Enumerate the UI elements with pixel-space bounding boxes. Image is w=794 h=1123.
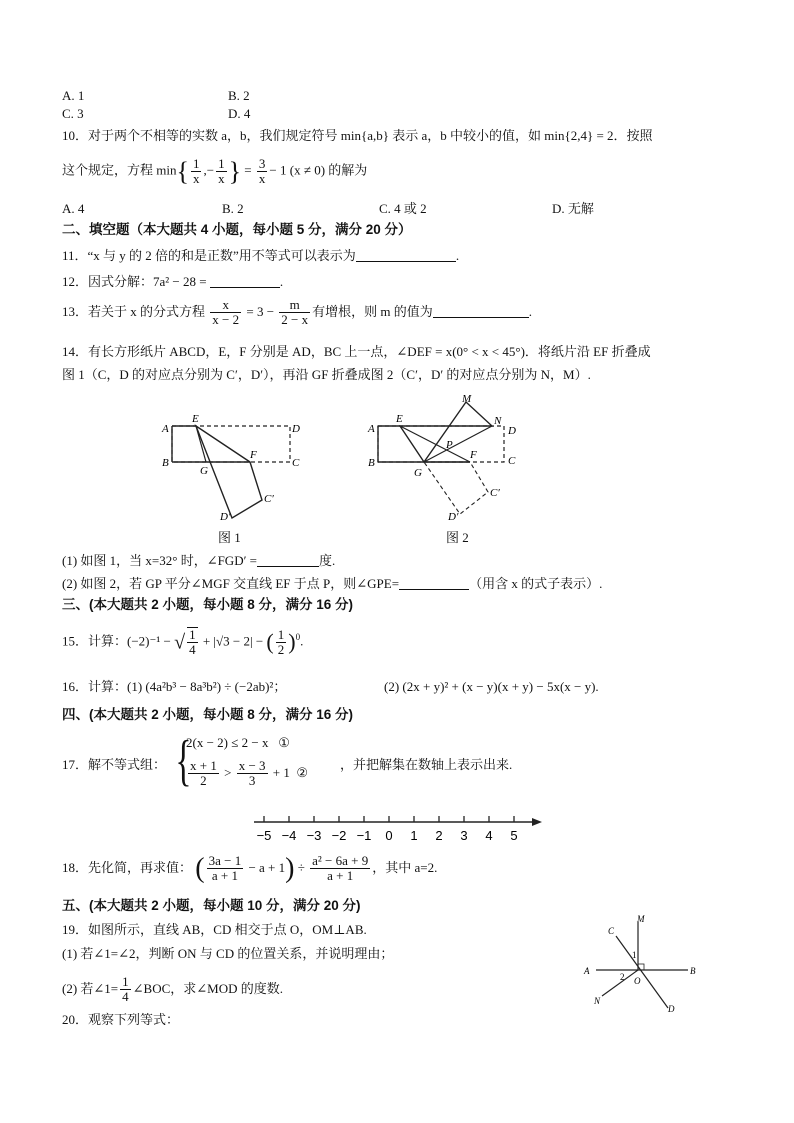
- q9-option-c: C. 3: [62, 106, 84, 121]
- fig2-label-f: F: [470, 449, 477, 461]
- q19-line3: (2) 若∠1= $\frac{1}{4}$ ∠BOC，求∠MOD 的度数.: [62, 974, 283, 1005]
- fig19-angle-2: 2: [620, 972, 625, 982]
- q12-text: 12．因式分解：7a² − 28 =: [62, 274, 207, 289]
- q10-option-c: C. 4 或 2: [379, 201, 427, 216]
- fig1-label-f: F: [250, 449, 257, 461]
- fold-figure-2: [360, 392, 540, 526]
- q10-line2-post: (x ≠ 0) 的解为: [289, 162, 368, 178]
- q9-option-d: D. 4: [228, 106, 251, 121]
- fig2-label-a: A: [368, 423, 375, 435]
- fig19-label-b: B: [690, 966, 696, 976]
- q10-option-d: D. 无解: [552, 201, 594, 216]
- fig19-angle-1: 1: [632, 950, 637, 960]
- q14-sub2-blank[interactable]: [399, 577, 469, 590]
- q11: 11．“x 与 y 的 2 倍的和是正数”用不等式可以表示为 .: [62, 248, 460, 263]
- q11-answer-blank[interactable]: [356, 249, 456, 262]
- fig19-label-a: A: [584, 966, 590, 976]
- number-line-label: −1: [356, 828, 372, 843]
- q10-line2: 这个规定，方程 min{ $\frac{1}{x}$ ,− $\frac{1}{x}$ } = $\frac{3}{x}$ − 1 (x ≠ 0) 的解为: [62, 155, 368, 187]
- q17-pre: 17．解不等式组：: [62, 757, 167, 772]
- q9-option-b: B. 2: [228, 88, 250, 103]
- q17-post: ，并把解集在数轴上表示出来.: [340, 757, 513, 772]
- number-line-label: 3: [460, 828, 468, 843]
- q10-line1: 10．对于两个不相等的实数 a，b，我们规定符号 min{a,b} 表示 a，b 中较小的值，如 min{2,4} = 2．按照: [62, 128, 653, 143]
- fig2-label-c-prime: C′: [490, 487, 500, 499]
- q10-option-a: A. 4: [62, 201, 85, 216]
- fig19-label-o: O: [634, 976, 641, 986]
- number-line-label: 2: [435, 828, 443, 843]
- number-line-label: 0: [385, 828, 393, 843]
- fig1-label-c-prime: C′: [264, 493, 274, 505]
- fig2-label-d-prime: D′: [448, 511, 459, 523]
- fig1-label-d: D: [292, 423, 300, 435]
- q19-line2: (1) 若∠1=∠2，判断 ON 与 CD 的位置关系，并说明理由；: [62, 946, 394, 961]
- fig2-label-n: N: [494, 415, 502, 427]
- q15-pre: 15．计算：(−2)⁻¹ −: [62, 633, 171, 649]
- q14-sub1-text: (1) 如图 1，当 x=32° 时，∠FGD′ =: [62, 553, 258, 568]
- q16-part2: (2) (2x + y)² + (x − y)(x + y) − 5x(x − y).: [384, 679, 599, 694]
- fig19-label-d: D: [668, 1004, 675, 1014]
- fig2-label-e: E: [396, 413, 403, 425]
- q17-tag1: ①: [278, 735, 290, 750]
- fig1-label-d-prime: D′: [220, 511, 231, 523]
- section3-heading: 三、(本大题共 2 小题，每小题 8 分，满分 16 分): [62, 597, 354, 612]
- q15-mid: + |√3 − 2| −: [202, 633, 264, 649]
- q17-eq1: [186, 735, 290, 751]
- fig1-label-c: C: [292, 457, 300, 469]
- intersecting-lines-figure: [580, 912, 706, 1016]
- number-line-label: −4: [281, 828, 297, 843]
- fig2-label-d: D: [508, 425, 516, 437]
- q17-tag2: ②: [296, 764, 309, 780]
- q19-line3-post: ∠BOC，求∠MOD 的度数.: [132, 980, 283, 996]
- q14-line1: 14．有长方形纸片 ABCD，E，F 分别是 AD，BC 上一点，∠DEF = x(0° < x < 45°)．将纸片沿 EF 折叠成: [62, 344, 651, 359]
- fig19-label-c: C: [608, 926, 615, 936]
- number-line: [250, 812, 546, 846]
- q17-brace: {: [175, 730, 192, 792]
- q13-post: 有增根，则 m 的值为: [312, 303, 433, 319]
- q10-line2-pre: 这个规定，方程 min: [62, 162, 177, 178]
- q16-part1: 16．计算：(1) (4a²b³ − 8a³b²) ÷ (−2ab)²；: [62, 679, 287, 694]
- q14-sub1: [62, 553, 335, 569]
- q17-eq2: $\frac{x + 1}{2}$ > $\frac{x - 3}{3}$ + 1 ②: [190, 758, 309, 789]
- fig2-label-p: P: [446, 439, 453, 451]
- fig1-label-e: E: [192, 413, 199, 425]
- fig2-label-m: M: [462, 393, 472, 405]
- q14-sub1-blank[interactable]: [257, 554, 319, 567]
- number-line-label: 5: [510, 828, 518, 843]
- q11-text: 11．“x 与 y 的 2 倍的和是正数”用不等式可以表示为: [62, 248, 356, 263]
- q18-post: ，其中 a=2.: [372, 859, 438, 875]
- q17-eq1-text: 2(x − 2) ≤ 2 − x: [186, 735, 269, 750]
- fig2-label-b: B: [368, 457, 375, 469]
- q13: 13．若关于 x 的分式方程 $\frac{x}{x - 2}$ = 3 − $\frac{m}{2 - x}$ 有增根，则 m 的值为 .: [62, 297, 532, 328]
- q14-sub2: [62, 576, 602, 592]
- fig1-caption: 图 1: [218, 530, 241, 545]
- q13-answer-blank[interactable]: [433, 305, 529, 318]
- number-line-label: −5: [256, 828, 272, 843]
- fig2-caption: 图 2: [446, 530, 469, 545]
- q10-option-b: B. 2: [222, 201, 244, 216]
- q12: 12．因式分解：7a² − 28 = .: [62, 274, 284, 289]
- section4-heading: 四、(本大题共 2 小题，每小题 8 分，满分 16 分): [62, 707, 354, 722]
- q14-sub2-note: （用含 x 的式子表示）.: [469, 576, 603, 591]
- fig2-label-g: G: [414, 467, 422, 479]
- number-line-label: −3: [306, 828, 322, 843]
- q20: 20．观察下列等式：: [62, 1012, 180, 1027]
- q15-post: .: [300, 633, 304, 649]
- fold-figure-1: [150, 408, 310, 528]
- q19-line1: 19．如图所示，直线 AB，CD 相交于点 O，OM⊥AB.: [62, 922, 367, 937]
- q18: 18．先化简，再求值： ( $\frac{3a - 1}{a + 1}$ − a + 1) ÷ $\frac{\text{a² − 6a + 9}}{a + 1}$ ，其中 a=2.: [62, 853, 438, 884]
- number-line-label: 1: [410, 828, 418, 843]
- number-line-label: −2: [331, 828, 347, 843]
- q12-answer-blank[interactable]: [210, 275, 280, 288]
- fig1-label-b: B: [162, 457, 169, 469]
- q18-pre: 18．先化简，再求值：: [62, 859, 193, 875]
- fig1-label-a: A: [162, 423, 169, 435]
- fig19-label-n: N: [594, 996, 601, 1006]
- q13-pre: 13．若关于 x 的分式方程: [62, 303, 206, 319]
- section2-heading: 二、填空题（本大题共 4 小题，每小题 5 分，满分 20 分）: [62, 222, 412, 237]
- q15: 15．计算：(−2)⁻¹ − √ $\frac{1}{4}$ + |√3 − 2| − ( $\frac{1}{2}$ )$^0$.: [62, 626, 304, 658]
- fig2-label-c: C: [508, 455, 516, 467]
- q14-sub2-text: (2) 如图 2，若 GP 平分∠MGF 交直线 EF 于点 P，则∠GPE=: [62, 576, 400, 591]
- q9-option-a: A. 1: [62, 88, 85, 103]
- number-line-label: 4: [485, 828, 493, 843]
- section5-heading: 五、(本大题共 2 小题，每小题 10 分，满分 20 分): [62, 898, 361, 913]
- q14-line2: 图 1（C，D 的对应点分别为 C′，D′），再沿 GF 折叠成图 2（C′，D′ 的对应点分别为 N，M）.: [62, 367, 591, 382]
- fig1-label-g: G: [200, 465, 208, 477]
- q14-sub1-unit: 度.: [319, 553, 336, 568]
- fig19-label-m: M: [637, 914, 645, 924]
- q19-line3-pre: (2) 若∠1=: [62, 980, 119, 996]
